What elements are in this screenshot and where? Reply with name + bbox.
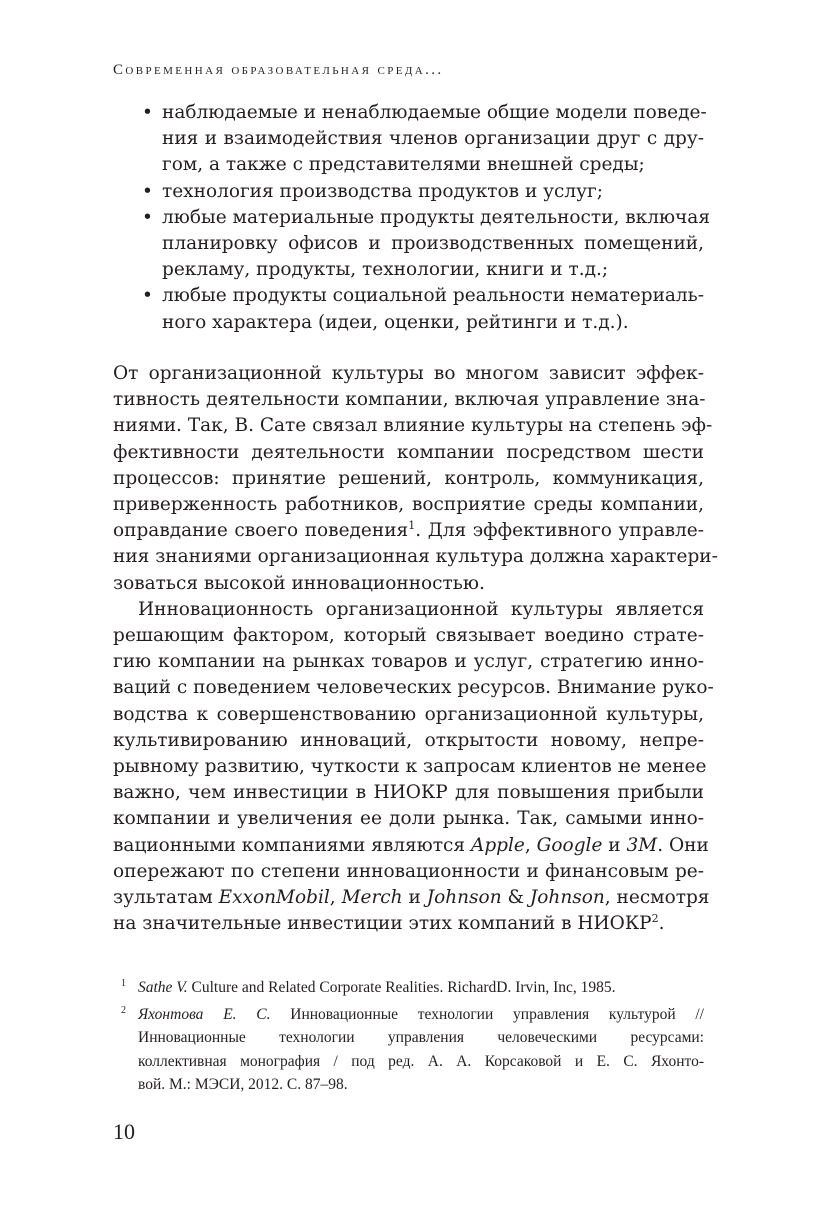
paragraph (113, 361, 718, 597)
text-line: ного характера (идеи, оценки, рейтинги и т.д.). (162, 311, 629, 333)
text-line: рывному развитию, чуткости к запросам клиентов не менее (113, 756, 707, 778)
text-line: гом, а также с представителями внешней среды; (162, 154, 645, 176)
bullet-marker: • (142, 285, 153, 307)
list-item (142, 283, 704, 335)
text-span: зультатам (113, 887, 219, 909)
text-line: коллективная монография / под ред. А. А. Корсаковой и Е. С. Яхонто- (138, 1052, 704, 1070)
text-line: Инновационные технологии управления человеческими ресурсами: (138, 1029, 704, 1047)
footnote-author: Sathe V. (138, 979, 188, 996)
text-line (138, 1003, 704, 1026)
body-text (113, 361, 718, 937)
text-span: . (658, 913, 665, 935)
text-span: . Для эффективного управле- (415, 520, 704, 542)
text-line: ния знаниями организационная культура должна характери- (113, 546, 718, 568)
footnote-ref[interactable]: 2 (651, 912, 659, 926)
bullet-list (142, 100, 710, 336)
company-name: 3M (626, 834, 658, 856)
text-line: гию компании на рынках товаров и услуг, стратегию инно- (113, 651, 704, 673)
text-line: компании и увеличения ее доли рынка. Так, самыми инно- (113, 808, 704, 830)
text-line: вой. М.: МЭСИ, 2012. С. 87–98. (138, 1075, 348, 1093)
page-number: 10 (113, 1119, 135, 1144)
company-name: Johnson (529, 887, 605, 909)
text-line: решающим фактором, который связывает воедино страте- (113, 625, 704, 647)
footnote (113, 1003, 704, 1096)
text-span: на значительные инвестиции этих компаний в НИОКР (113, 913, 652, 935)
text-span: оправдание своего поведения (113, 520, 409, 542)
text-line: тивность деятельности компании, включая управление зна- (113, 389, 706, 411)
text-line: любые продукты социальной реальности нематериаль- (162, 285, 704, 307)
text-line: технология производства продуктов и услуг; (162, 180, 603, 202)
footnote-ref[interactable]: 1 (408, 519, 416, 533)
text-line: ниями. Так, В. Сате связал влияние культуры на степень эф- (113, 415, 713, 437)
text-line (113, 518, 704, 544)
footnote-text: Инновационные технологии управления культурой // (270, 1006, 704, 1024)
text-line: приверженность работников, восприятие среды компании, (113, 494, 704, 516)
text-line: фективности деятельности компании посредством шести (113, 441, 704, 463)
text-line: Инновационность организационной культуры является (138, 598, 704, 620)
company-name: Merch (341, 887, 403, 909)
list-item (142, 205, 710, 284)
text-span: вационными компаниями являются (113, 834, 471, 856)
paragraph (113, 597, 714, 938)
text-line (113, 833, 709, 859)
text-span: , (524, 834, 537, 856)
company-name: Google (536, 834, 603, 856)
company-name: Johnson (426, 887, 502, 909)
list-item (142, 100, 707, 179)
text-span: , (329, 887, 342, 909)
bullet-marker: • (142, 180, 153, 202)
text-line (113, 911, 704, 937)
text-line: рекламу, продукты, технологии, книги и т.д.; (162, 259, 609, 281)
footnote-mark: 2 (121, 1005, 126, 1017)
text-span: . Они (657, 834, 709, 856)
running-head: Современная образовательная среда... (113, 62, 444, 78)
list-item (142, 179, 704, 205)
bullet-marker: • (142, 206, 153, 228)
text-line: любые материальные продукты деятельности, включая (162, 206, 710, 228)
company-name: Apple (470, 834, 525, 856)
text-span: & (501, 887, 530, 909)
text-span: и (602, 834, 627, 856)
text-line: ваций с поведением человеческих ресурсов. Внимание руко- (113, 677, 714, 699)
text-line: процессов: принятие решений, контроль, коммуникация, (113, 467, 704, 489)
text-span: , несмотря (604, 887, 710, 909)
bullet-marker: • (142, 102, 153, 123)
text-line: водства к совершенствованию организационной культуры, (113, 703, 704, 725)
text-line: опережают по степени инновационности и финансовым ре- (113, 860, 704, 882)
footnote-mark: 1 (121, 978, 126, 989)
text-line: зоваться высокой инновационностью. (113, 572, 485, 594)
footnote-author: Яхонтова Е. С. (138, 1006, 271, 1024)
text-span: и (402, 887, 427, 909)
text-line: наблюдаемые и ненаблюдаемые общие модели поведе- (162, 102, 707, 123)
text-line: ния и взаимодействия членов организации друг с дру- (162, 128, 704, 150)
text-line: планировку офисов и производственных помещений, (162, 233, 704, 255)
text-line: От организационной культуры во многом зависит эффек- (113, 363, 704, 384)
footnote (113, 976, 704, 999)
text-line (113, 885, 710, 911)
footnote-text: Culture and Related Corporate Realities. RichardD. Irvin, Inc, 1985. (187, 979, 616, 996)
text-line (138, 976, 704, 999)
footnotes (113, 976, 704, 1100)
text-line: культивированию инноваций, открытости новому, непре- (113, 729, 704, 751)
text-line: важно, чем инвестиции в НИОКР для повышения прибыли (113, 782, 704, 804)
company-name: ExxonMobil (218, 887, 330, 909)
